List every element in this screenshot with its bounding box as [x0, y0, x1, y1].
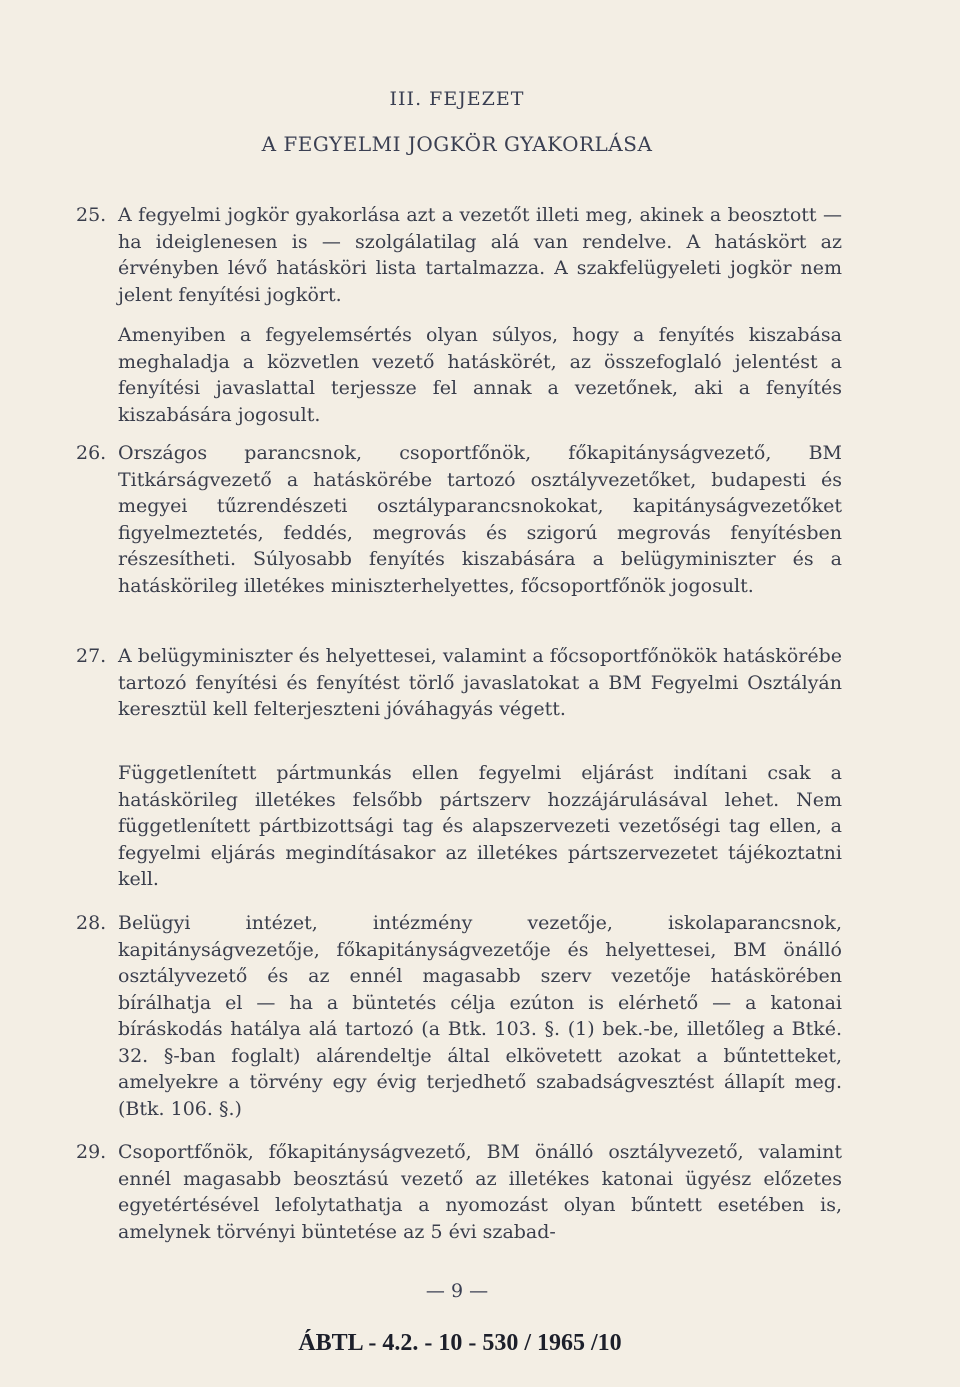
section-text: Függetlenített pártmunkás ellen fegyelmi eljárást indítani csak a hatáskörileg illetékes felsőbb pártszerv hozzájárulásával lehet. Nem függetlenített pártbizottsági tag és alapszervezeti vezetőségi tag ellen, a fegyelmi eljárás megindításakor az illetékes pártszervezetet tájékoztatni kell.: [118, 762, 842, 890]
section-number: 29.: [76, 1141, 107, 1163]
section-text: Belügyi intézet, intézmény vezetője, iskolaparancsnok, kapitányságvezetője, főkapitányságvezetője és helyettesei, BM önálló osztályvezető és az ennél magasabb szerv vezetője hatáskörében bírálhatja el — ha a büntetés célja ezúton is elérhető — a katonai bíráskodás hatálya alá tartozó (a Btk. 103. §. (1) bek.-be, illetőleg a Btké. 32. §-ban foglalt) alárendeltje által elkövetett azokat a bűntetteket, amelyekre a törvény egy évig terjedhető szabadságvesztést állapít meg. (Btk. 106. §.): [118, 912, 842, 1120]
chapter-heading: III. FEJEZET: [389, 88, 525, 110]
section-text: A fegyelmi jogkör gyakorlása azt a vezetőt illeti meg, akinek a beosztott — ha ideiglenesen is — szolgálatilag alá van rendelve. A hatáskört az érvényben lévő hatásköri lista tartalmazza. A szakfelügyeleti jogkör nem jelent fenyítési jogkört.: [118, 204, 842, 306]
page-number: — 9 —: [425, 1280, 489, 1302]
section-text: Amenyiben a fegyelemsértés olyan súlyos, hogy a fenyítés kiszabása meghaladja a közvetlen vezető hatáskörét, az összefoglaló jelentést a fenyítési javaslattal terjessze fel annak a vezetőnek, aki a fenyítés kiszabására jogosult.: [118, 324, 842, 426]
section-number: 25.: [76, 204, 107, 226]
section-text: A belügyminiszter és helyettesei, valamint a főcsoportfőnökök hatáskörébe tartozó fenyítési és fenyítést törlő javaslatokat a BM Fegyelmi Osztályán keresztül kell felterjeszteni jóváhagyás végett.: [118, 645, 842, 720]
section-text: Csoportfőnök, főkapitányságvezető, BM önálló osztályvezető, valamint ennél magasabb beosztású vezető az illetékes katonai ügyész előzetes egyetértésével lefolytathatja a nyomozást olyan bűntett esetében is, amelynek törvényi büntetése az 5 évi szabad-: [118, 1141, 842, 1243]
section-text: Országos parancsnok, csoportfőnök, főkapitányságvezető, BM Titkárságvezető a hatáskörébe tartozó osztályvezetőket, budapesti és megyei tűzrendészeti osztályparancsnokokat, kapitányságvezetőket figyelmeztetés, feddés, megrovás és szigorú megrovás fenyítésben részesítheti. Súlyosabb fenyítés kiszabására a belügyminiszter és a hatáskörileg illetékes miniszterhelyettes, főcsoportfőnök jogosult.: [118, 442, 842, 597]
section-number: 28.: [76, 912, 107, 934]
section-number: 26.: [76, 442, 107, 464]
section-number: 27.: [76, 645, 107, 667]
chapter-title: A FEGYELMI JOGKÖR GYAKORLÁSA: [261, 132, 653, 156]
archive-reference: ÁBTL - 4.2. - 10 - 530 / 1965 /10: [298, 1330, 622, 1356]
